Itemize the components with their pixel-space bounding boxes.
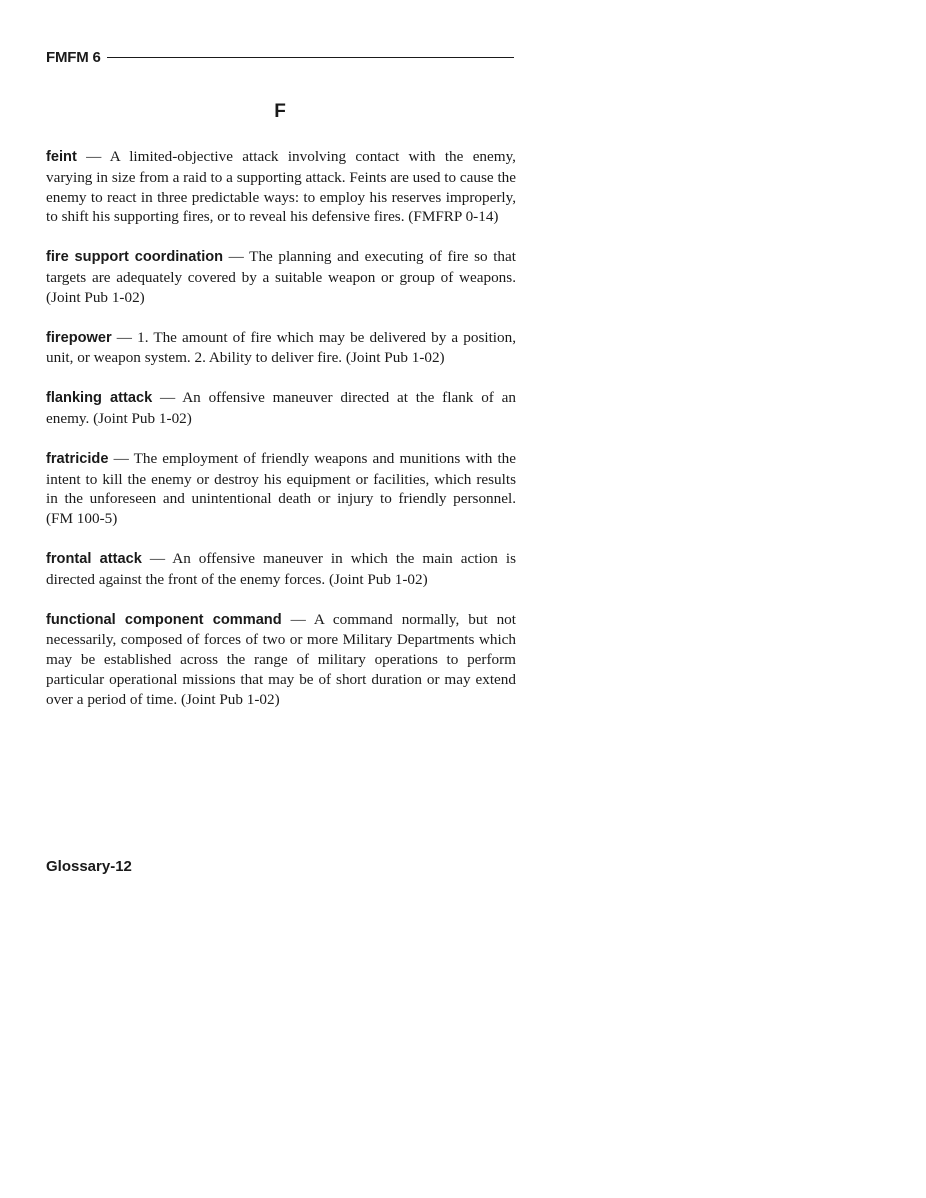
glossary-term: fire support coordination bbox=[46, 249, 224, 266]
glossary-list bbox=[46, 147, 516, 730]
term-separator: — bbox=[228, 248, 244, 266]
glossary-entry bbox=[46, 449, 516, 529]
glossary-definition: 1. The amount of fire which may be delivered by a position, unit, or weapon system. 2. Ability to deliver fire. (Joint Pub 1-02) bbox=[46, 328, 517, 367]
glossary-term: flanking attack bbox=[46, 390, 153, 407]
glossary-entry bbox=[46, 147, 516, 227]
page-number: Glossary-12 bbox=[46, 858, 132, 875]
glossary-entry bbox=[46, 328, 516, 369]
term-separator: — bbox=[149, 549, 166, 567]
header-rule bbox=[107, 57, 514, 58]
glossary-entry bbox=[46, 388, 516, 429]
glossary-term: feint bbox=[46, 149, 77, 165]
glossary-entry bbox=[46, 549, 516, 590]
running-head bbox=[46, 47, 514, 67]
term-separator: — bbox=[113, 449, 129, 467]
term-separator: — bbox=[290, 610, 306, 628]
term-separator: — bbox=[116, 328, 132, 346]
term-separator: — bbox=[160, 389, 176, 407]
glossary-definition: The employment of friendly weapons and munitions with the intent to kill the enemy or destroy his equipment or facilities, which results in the unforeseen and unintentional death or injury to friendly personnel. (FM 100-5) bbox=[46, 449, 516, 528]
glossary-term: functional component command bbox=[46, 611, 282, 628]
glossary-definition: An offensive maneuver directed at the flank of an enemy. (Joint Pub 1-02) bbox=[46, 389, 516, 427]
glossary-definition: An offensive maneuver in which the main action is directed against the front of the enemy forces. (Joint Pub 1-02) bbox=[46, 549, 517, 588]
glossary-entry bbox=[46, 247, 516, 307]
glossary-definition: The planning and executing of fire so that targets are adequately covered by a suitable weapon or group of weapons. (Joint Pub 1-02) bbox=[46, 248, 516, 306]
publication-id: FMFM 6 bbox=[46, 48, 101, 66]
glossary-term: fratricide bbox=[46, 450, 109, 467]
term-separator: — bbox=[86, 148, 102, 165]
glossary-term: frontal attack bbox=[46, 550, 142, 567]
glossary-term: firepower bbox=[46, 329, 112, 346]
glossary-definition: A limited-objective attack involving contact with the enemy, varying in size from a raid to a supporting attack. Feints are used to cause the enemy to react in three predictable ways: to employ his reserves improperly, to shift his supporting fires, or to reveal his defensive fires. (FMFRP 0-14) bbox=[46, 148, 516, 226]
glossary-entry bbox=[46, 610, 516, 710]
glossary-definition: A command normally, but not necessarily, composed of forces of two or more Military Departments which may be established across the range of military operations to perform particular operational missions that may be of short duration or may extend over a period of time. (Joint Pub 1-02) bbox=[46, 610, 516, 708]
section-letter: F bbox=[274, 101, 286, 122]
